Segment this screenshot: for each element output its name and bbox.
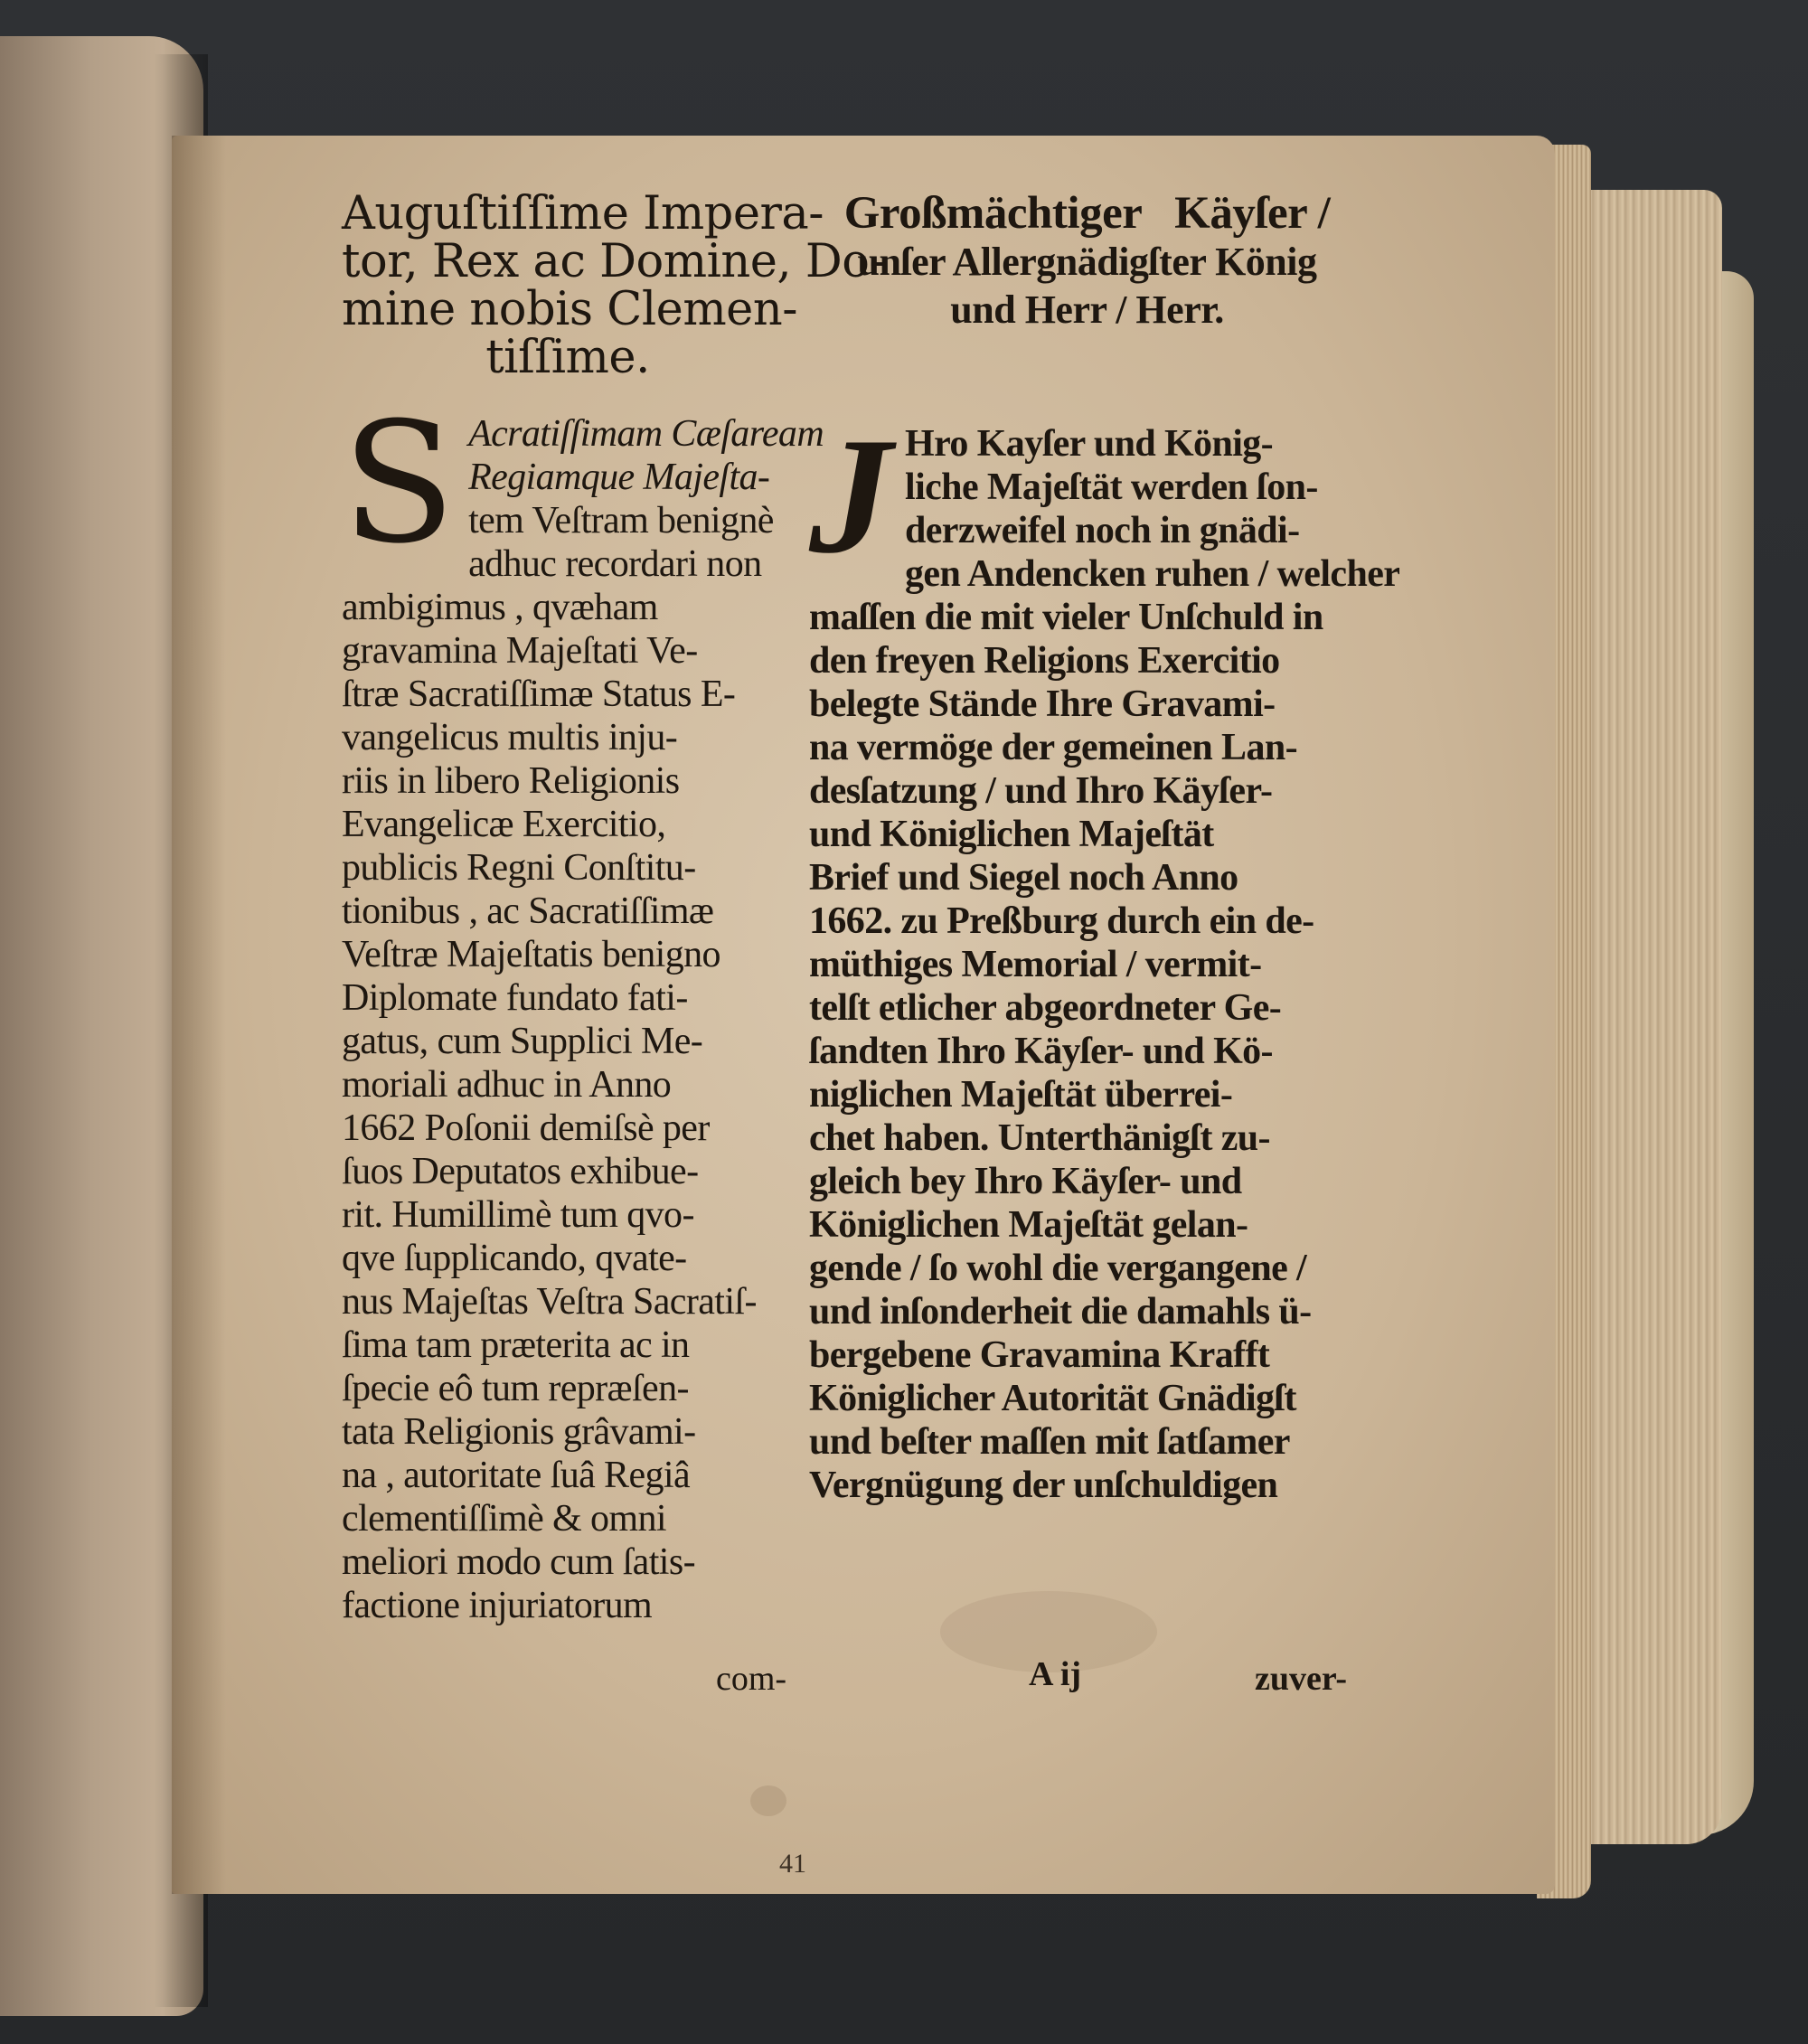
latin-body-line: vangelicus multis inju- (342, 717, 678, 758)
latin-body-line: gravamina Majeſtati Ve- (342, 630, 698, 672)
german-body-line: Vergnügung der unſchuldigen (809, 1465, 1278, 1506)
latin-body-line: Acratiſſimam Cæſaream (468, 413, 824, 455)
german-body-line: niglichen Majeſtät überrei- (809, 1074, 1233, 1116)
german-body-line: derzweifel noch in gnädi- (905, 510, 1300, 551)
german-body-line: chet haben. Unterthänigſt zu- (809, 1117, 1270, 1159)
latin-body-line: gatus, cum Supplici Me- (342, 1021, 703, 1062)
german-heading-line: und Herr / Herr. (950, 287, 1224, 332)
latin-body-line: Veſtræ Majeſtatis benigno (342, 934, 720, 975)
german-body-line: maſſen die mit vieler Unſchuld in (809, 597, 1323, 638)
latin-catchword: com- (716, 1660, 787, 1698)
german-body-line: und beſter maſſen mit ſatſamer (809, 1421, 1290, 1463)
latin-body-line: tem Veſtram benignè (468, 500, 774, 542)
german-body-line: 1662. zu Preßburg durch ein de- (809, 900, 1314, 942)
latin-body-line: ſpecie eô tum repræſen- (342, 1368, 689, 1409)
german-body-line: den freyen Religions Exercitio (809, 640, 1280, 682)
german-body-line: gen Andencken ruhen / welcher (905, 553, 1400, 595)
latin-body (342, 387, 824, 1627)
latin-body-line: ſima tam præterita ac in (342, 1324, 690, 1366)
latin-heading (342, 187, 885, 384)
latin-body-line: tata Religionis grâvami- (342, 1411, 696, 1453)
latin-body-line: Diplomate fundato fati- (342, 977, 688, 1019)
latin-body-line: na , autoritate ſuâ Regiâ (342, 1455, 691, 1496)
german-body-line: na vermöge der gemeinen Lan- (809, 727, 1298, 768)
latin-dropcap: S (342, 387, 457, 580)
german-body-line: belegte Stände Ihre Gravami- (809, 683, 1276, 725)
latin-body-line: Regiamque Majeſta- (468, 457, 770, 498)
german-body-line: gende / ſo wohl die vergangene / (809, 1248, 1307, 1289)
latin-body-line: ſtræ Sacratiſſimæ Status E- (342, 673, 736, 715)
folio-mark: 41 (779, 1849, 806, 1879)
german-body-line: bergebene Gravamina Krafft (809, 1334, 1270, 1376)
latin-heading-line: tor, Rex ac Domine, Do- (342, 235, 885, 288)
german-column (809, 188, 1400, 1507)
german-body-line: ſandten Ihro Käyſer- und Kö- (809, 1031, 1273, 1072)
latin-body-line: ambigimus , qvæham (342, 587, 658, 628)
latin-body-line: Evangelicæ Exercitio, (342, 804, 666, 845)
german-body-line: Königlicher Autorität Gnädigſt (809, 1378, 1296, 1419)
german-body-line: und inſonderheit die damahls ü- (809, 1291, 1312, 1333)
german-body-line: liche Majeſtät werden ſon- (905, 466, 1318, 508)
paper-stain (750, 1785, 786, 1816)
german-body-line: müthiges Memorial / vermit- (809, 944, 1262, 985)
german-body-line: und Königlichen Majeſtät (809, 814, 1214, 855)
german-body (809, 403, 1400, 1507)
latin-body-line: factione injuriatorum (342, 1585, 653, 1626)
latin-body-line: clementiſſimè & omni (342, 1498, 666, 1540)
german-body-line: gleich bey Ihro Käyſer- und (809, 1161, 1242, 1202)
german-catchword: zuver- (1255, 1660, 1347, 1698)
page-gutter-shadow (172, 136, 226, 1894)
latin-body-line: nus Majeſtas Veſtra Sacratiſ- (342, 1281, 757, 1323)
latin-body-line: adhuc recordari non (468, 543, 762, 585)
latin-body-line: riis in libero Religionis (342, 760, 680, 802)
latin-body-line: publicis Regni Conſtitu- (342, 847, 696, 889)
german-body-line: Brief und Siegel noch Anno (809, 857, 1238, 899)
german-heading (809, 190, 1365, 334)
german-heading-line: unſer Allergnädigſter König (857, 240, 1317, 284)
latin-body-line: moriali adhuc in Anno (342, 1064, 672, 1106)
latin-body-line: tionibus , ac Sacratiſſimæ (342, 890, 714, 932)
german-heading-line: Großmächtiger Käyſer / (843, 188, 1331, 239)
german-body-line: desſatzung / und Ihro Käyſer- (809, 770, 1273, 812)
german-dropcap: J (809, 403, 892, 588)
latin-body-line: rit. Humillimè tum qvo- (342, 1194, 694, 1236)
latin-body-line: ſuos Deputatos exhibue- (342, 1151, 699, 1192)
german-body-line: telſt etlicher abgeordneter Ge- (809, 987, 1282, 1029)
latin-column (342, 187, 885, 1627)
latin-body-line: qve ſupplicando, qvate- (342, 1238, 687, 1279)
signature-mark: A ij (1029, 1655, 1082, 1693)
latin-heading-line: mine nobis Clemen- (342, 283, 797, 336)
latin-body-line: meliori modo cum ſatis- (342, 1541, 695, 1583)
german-body-line: Königlichen Majeſtät gelan- (809, 1204, 1248, 1246)
latin-heading-line: tiſſime. (485, 331, 650, 384)
german-body-line: Hro Kayſer und König- (905, 423, 1274, 465)
latin-body-line: 1662 Poſonii demiſsè per (342, 1107, 710, 1149)
latin-heading-line: Auguſtiſſime Impera- (342, 187, 824, 240)
